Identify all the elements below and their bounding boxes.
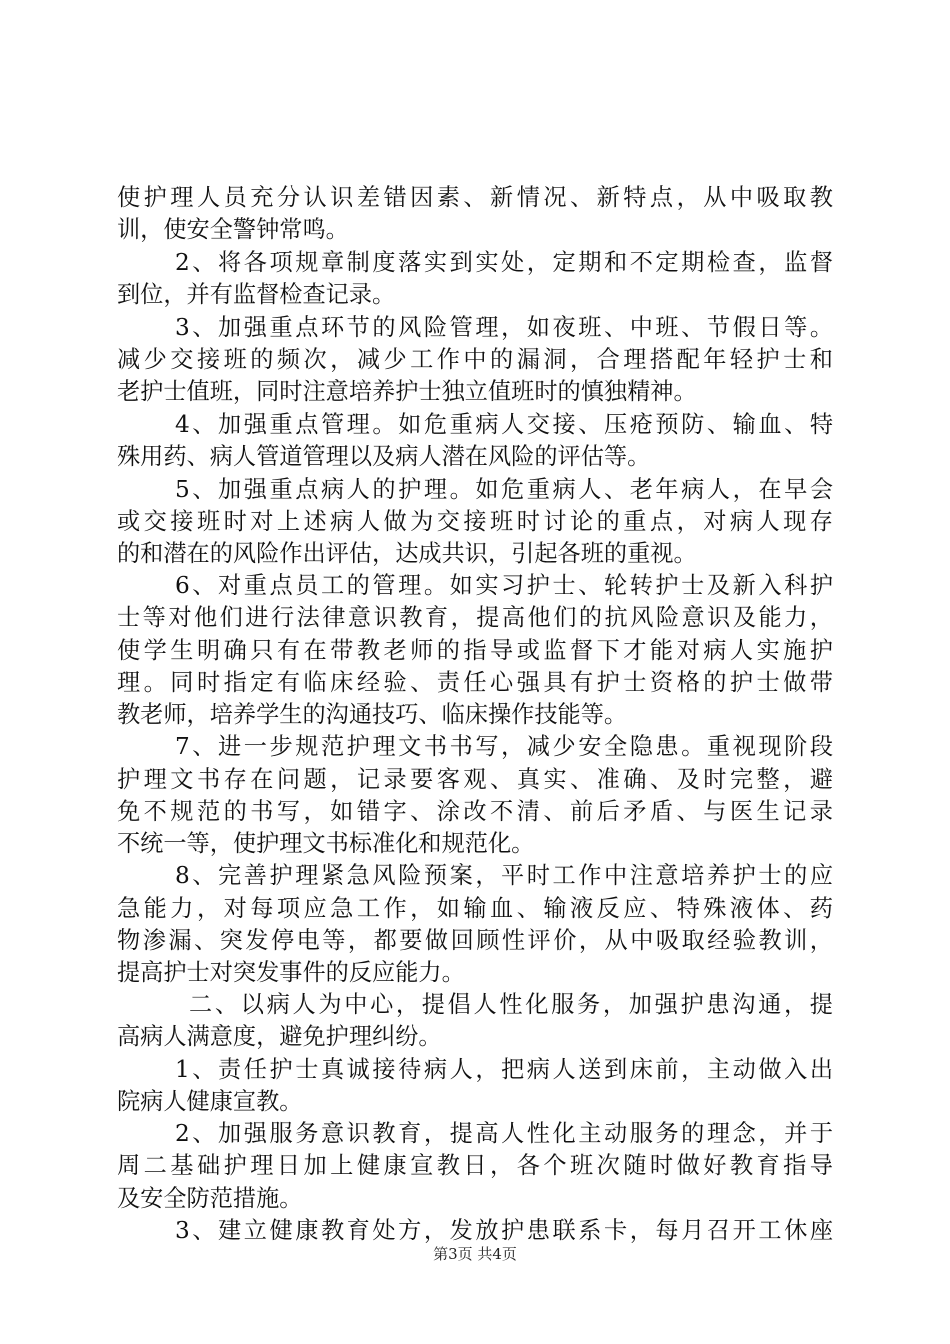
text-line: 3、加强重点环节的风险管理，如夜班、中班、节假日等。: [175, 314, 833, 341]
text-line: 殊用药、病人管道管理以及病人潜在风险的评估等。: [117, 443, 651, 470]
text-line: 5、加强重点病人的护理。如危重病人、老年病人，在早会: [175, 476, 833, 503]
text-line: 7、进一步规范护理文书书写，减少安全隐患。重视现阶段: [175, 733, 833, 760]
text-line: 不统一等，使护理文书标准化和规范化。: [117, 830, 535, 857]
text-line: 6、对重点员工的管理。如实习护士、轮转护士及新入科护: [175, 572, 833, 599]
text-line: 及安全防范措施。: [117, 1185, 303, 1212]
text-line: 减少交接班的频次，减少工作中的漏洞，合理搭配年轻护士和: [117, 346, 833, 373]
text-line: 提高护士对突发事件的反应能力。: [117, 959, 465, 986]
text-line: 教老师，培养学生的沟通技巧、临床操作技能等。: [117, 701, 628, 728]
text-line: 使护理人员充分认识差错因素、新情况、新特点，从中吸取教: [117, 184, 833, 211]
text-line: 院病人健康宣教。: [117, 1088, 303, 1115]
text-line: 8、完善护理紧急风险预案，平时工作中注意培养护士的应: [175, 862, 833, 889]
text-line: 2、将各项规章制度落实到实处，定期和不定期检查，监督: [175, 249, 833, 276]
text-line: 老护士值班，同时注意培养护士独立值班时的慎独精神。: [117, 378, 697, 405]
text-line: 理。同时指定有临床经验、责任心强具有护士资格的护士做带: [117, 669, 833, 696]
text-line: 使学生明确只有在带教老师的指导或监督下才能对病人实施护: [117, 637, 833, 664]
text-line: 免不规范的书写，如错字、涂改不清、前后矛盾、与医生记录: [117, 798, 833, 825]
text-line: 3、建立健康教育处方，发放护患联系卡，每月召开工休座: [175, 1217, 833, 1244]
text-line: 急能力，对每项应急工作，如输血、输液反应、特殊液体、药: [117, 895, 833, 922]
text-line: 或交接班时对上述病人做为交接班时讨论的重点，对病人现存: [117, 508, 833, 535]
text-line: 训，使安全警钟常鸣。: [117, 216, 349, 243]
text-line: 高病人满意度，避免护理纠纷。: [117, 1023, 442, 1050]
text-line: 二、以病人为中心，提倡人性化服务，加强护患沟通，提: [189, 991, 833, 1018]
text-line: 4、加强重点管理。如危重病人交接、压疮预防、输血、特: [175, 411, 833, 438]
text-line: 到位，并有监督检查记录。: [117, 281, 396, 308]
page-footer: 第3页 共4页: [433, 1245, 517, 1263]
text-line: 护理文书存在问题，记录要客观、真实、准确、及时完整，避: [117, 766, 833, 793]
text-line: 1、责任护士真诚接待病人，把病人送到床前，主动做入出: [175, 1056, 833, 1083]
text-line: 物渗漏、突发停电等，都要做回顾性评价，从中吸取经验教训，: [117, 927, 833, 954]
text-line: 2、加强服务意识教育，提高人性化主动服务的理念，并于: [175, 1120, 833, 1147]
text-line: 周二基础护理日加上健康宣教日，各个班次随时做好教育指导: [117, 1152, 833, 1179]
text-line: 的和潜在的风险作出评估，达成共识，引起各班的重视。: [117, 540, 697, 567]
text-line: 士等对他们进行法律意识教育，提高他们的抗风险意识及能力，: [117, 604, 833, 631]
